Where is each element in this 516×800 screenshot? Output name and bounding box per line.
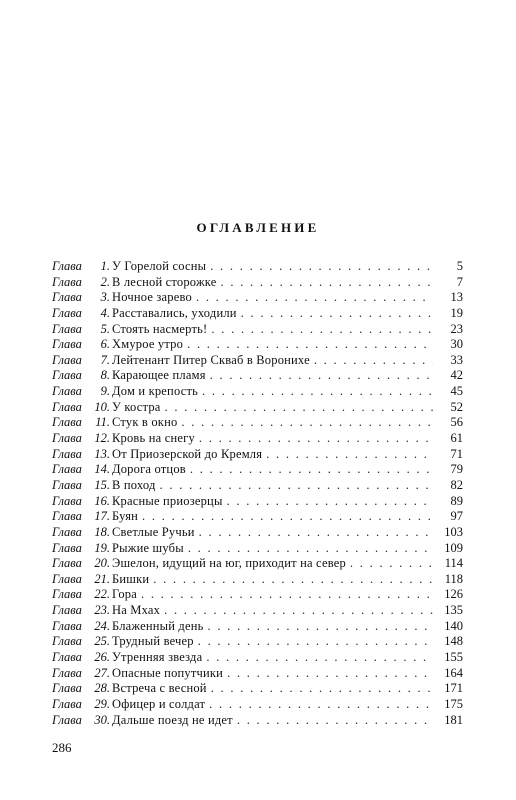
chapter-title: Блаженный день [112, 618, 204, 633]
chapter-page: 126 [444, 587, 463, 602]
toc-entry [52, 368, 463, 384]
dot-leader [202, 384, 433, 400]
toc-entry [52, 447, 463, 463]
chapter-page: 103 [444, 524, 463, 539]
chapter-page: 181 [444, 712, 463, 727]
chapter-title: Дорога отцов [112, 462, 186, 477]
chapter-title: Карающее пламя [112, 368, 206, 383]
chapter-number: 21. [94, 571, 110, 586]
chapter-number: 26. [94, 650, 110, 665]
dot-leader [196, 290, 433, 306]
chapter-title: Утренняя звезда [112, 650, 203, 665]
chapter-title: Кровь на снегу [112, 431, 195, 446]
chapter-title: В лесной сторожке [112, 274, 217, 289]
page-number: 286 [52, 740, 72, 755]
chapter-page: 61 [450, 431, 463, 446]
chapter-word: Глава [52, 368, 82, 383]
chapter-number: 12. [94, 431, 110, 446]
chapter-word: Глава [52, 337, 82, 352]
toc-entry [52, 541, 463, 557]
dot-leader [190, 462, 433, 478]
dot-leader [198, 634, 433, 650]
chapter-word: Глава [52, 540, 82, 555]
chapter-page: 45 [450, 384, 463, 399]
chapter-word: Глава [52, 462, 82, 477]
chapter-page: 5 [456, 259, 463, 273]
dot-leader [188, 541, 433, 557]
chapter-number: 11. [95, 415, 110, 430]
dot-leader [199, 525, 433, 541]
toc-entry [52, 462, 463, 478]
chapter-page: 118 [444, 571, 463, 586]
dot-leader [210, 259, 433, 275]
chapter-title: Хмурое утро [112, 337, 184, 352]
toc-entry [52, 556, 463, 572]
chapter-page: 82 [450, 477, 463, 492]
toc-entry [52, 634, 463, 650]
chapter-word: Глава [52, 290, 82, 305]
dot-leader [314, 353, 433, 369]
table-of-contents [52, 259, 463, 728]
chapter-number: 6. [100, 337, 110, 352]
dot-leader [187, 337, 433, 353]
chapter-title: Стоять насмерть! [112, 321, 208, 336]
dot-leader [237, 713, 433, 729]
chapter-number: 1. [100, 259, 110, 273]
chapter-title: Лейтенант Питер Скваб в Воронихе [112, 352, 310, 367]
toc-entry [52, 384, 463, 400]
chapter-page: 79 [450, 462, 463, 477]
toc-entry [52, 353, 463, 369]
chapter-number: 15. [94, 477, 110, 492]
chapter-number: 29. [94, 696, 110, 711]
page-title: ОГЛАВЛЕНИЕ [196, 220, 320, 235]
chapter-title: Опасные попутчики [112, 665, 224, 680]
chapter-word: Глава [52, 712, 82, 727]
dot-leader [199, 431, 433, 447]
dot-leader [141, 587, 433, 603]
chapter-number: 5. [100, 321, 110, 336]
chapter-page: 19 [450, 305, 463, 320]
chapter-number: 28. [94, 681, 110, 696]
chapter-number: 7. [100, 352, 110, 367]
chapter-page: 33 [450, 352, 463, 367]
dot-leader [227, 666, 433, 682]
chapter-word: Глава [52, 571, 82, 586]
toc-entry [52, 681, 463, 697]
toc-entry [52, 713, 463, 729]
toc-entry [52, 478, 463, 494]
chapter-page: 155 [444, 650, 463, 665]
chapter-word: Глава [52, 524, 82, 539]
chapter-title: Дом и крепость [112, 384, 199, 399]
chapter-number: 17. [94, 509, 110, 524]
chapter-page: 97 [450, 509, 463, 524]
toc-entry [52, 431, 463, 447]
chapter-title: Буян [112, 509, 139, 524]
chapter-word: Глава [52, 603, 82, 618]
chapter-word: Глава [52, 352, 82, 367]
chapter-word: Глава [52, 681, 82, 696]
chapter-title: Светлые Ручьи [112, 524, 195, 539]
chapter-page: 71 [450, 446, 463, 461]
chapter-title: На Мхах [112, 603, 161, 618]
chapter-page: 30 [450, 337, 463, 352]
toc-entry [52, 572, 463, 588]
chapter-page: 164 [444, 665, 463, 680]
toc-entry [52, 275, 463, 291]
chapter-word: Глава [52, 650, 82, 665]
chapter-page: 140 [444, 618, 463, 633]
toc-entry [52, 509, 463, 525]
chapter-title: Ночное зарево [112, 290, 192, 305]
dot-leader [241, 306, 433, 322]
chapter-number: 19. [94, 540, 110, 555]
chapter-word: Глава [52, 415, 82, 430]
toc-entry [52, 259, 463, 275]
toc-entry [52, 306, 463, 322]
chapter-number: 22. [94, 587, 110, 602]
toc-entry [52, 697, 463, 713]
chapter-word: Глава [52, 556, 82, 571]
chapter-number: 27. [94, 665, 110, 680]
dot-leader [350, 556, 433, 572]
chapter-number: 4. [100, 305, 110, 320]
chapter-word: Глава [52, 259, 82, 273]
chapter-page: 171 [444, 681, 463, 696]
chapter-word: Глава [52, 509, 82, 524]
toc-entry [52, 290, 463, 306]
chapter-title: От Приозерской до Кремля [112, 446, 263, 461]
chapter-title: Встреча с весной [112, 681, 207, 696]
chapter-number: 20. [94, 556, 110, 571]
dot-leader [165, 400, 433, 416]
toc-entry [52, 666, 463, 682]
toc-entry [52, 415, 463, 431]
chapter-title: Красные приозерцы [112, 493, 223, 508]
toc-entry [52, 650, 463, 666]
chapter-number: 3. [100, 290, 110, 305]
dot-leader [221, 275, 434, 291]
dot-leader [210, 368, 433, 384]
chapter-number: 14. [94, 462, 110, 477]
chapter-word: Глава [52, 618, 82, 633]
chapter-title: Расставались, уходили [112, 305, 237, 320]
toc-entry [52, 322, 463, 338]
chapter-number: 13. [94, 446, 110, 461]
chapter-page: 23 [450, 321, 463, 336]
chapter-title: Офицер и солдат [112, 696, 206, 711]
chapter-number: 10. [94, 399, 110, 414]
chapter-title: В поход [112, 477, 156, 492]
dot-leader [181, 415, 433, 431]
chapter-word: Глава [52, 665, 82, 680]
chapter-number: 24. [94, 618, 110, 633]
toc-entry [52, 400, 463, 416]
dot-leader [209, 697, 433, 713]
chapter-title: У костра [112, 399, 161, 414]
chapter-page: 52 [450, 399, 463, 414]
chapter-word: Глава [52, 477, 82, 492]
chapter-page: 114 [444, 556, 463, 571]
dot-leader [164, 603, 433, 619]
chapter-number: 16. [94, 493, 110, 508]
chapter-page: 135 [444, 603, 463, 618]
chapter-page: 148 [444, 634, 463, 649]
chapter-number: 25. [94, 634, 110, 649]
toc-entry [52, 619, 463, 635]
chapter-title: Эшелон, идущий на юг, приходит на север [112, 556, 346, 571]
chapter-number: 18. [94, 524, 110, 539]
chapter-page: 7 [456, 274, 463, 289]
chapter-word: Глава [52, 587, 82, 602]
chapter-word: Глава [52, 493, 82, 508]
chapter-page: 56 [450, 415, 463, 430]
dot-leader [153, 572, 433, 588]
chapter-number: 30. [94, 712, 110, 727]
chapter-word: Глава [52, 274, 82, 289]
chapter-word: Глава [52, 305, 82, 320]
toc-entry [52, 337, 463, 353]
chapter-title: Стук в окно [112, 415, 178, 430]
dot-leader [208, 619, 433, 635]
dot-leader [160, 478, 433, 494]
chapter-title: Дальше поезд не идет [112, 712, 233, 727]
chapter-word: Глава [52, 321, 82, 336]
chapter-page: 175 [444, 696, 463, 711]
chapter-word: Глава [52, 431, 82, 446]
chapter-number: 8. [100, 368, 110, 383]
chapter-word: Глава [52, 634, 82, 649]
chapter-page: 42 [450, 368, 463, 383]
dot-leader [211, 681, 433, 697]
dot-leader [266, 447, 433, 463]
chapter-title: У Горелой сосны [112, 259, 207, 273]
dot-leader [142, 509, 433, 525]
chapter-title: Рыжие шубы [112, 540, 184, 555]
chapter-number: 2. [100, 274, 110, 289]
chapter-number: 9. [100, 384, 110, 399]
chapter-number: 23. [94, 603, 110, 618]
chapter-page: 89 [450, 493, 463, 508]
chapter-title: Гора [112, 587, 137, 602]
dot-leader [206, 650, 433, 666]
toc-entry [52, 603, 463, 619]
chapter-word: Глава [52, 399, 82, 414]
dot-leader [211, 322, 433, 338]
chapter-title: Трудный вечер [112, 634, 194, 649]
dot-leader [227, 494, 433, 510]
chapter-word: Глава [52, 446, 82, 461]
chapter-page: 13 [450, 290, 463, 305]
toc-entry [52, 587, 463, 603]
toc-entry [52, 494, 463, 510]
toc-entry [52, 525, 463, 541]
chapter-title: Бишки [112, 571, 150, 586]
chapter-word: Глава [52, 696, 82, 711]
chapter-word: Глава [52, 384, 82, 399]
chapter-page: 109 [444, 540, 463, 555]
